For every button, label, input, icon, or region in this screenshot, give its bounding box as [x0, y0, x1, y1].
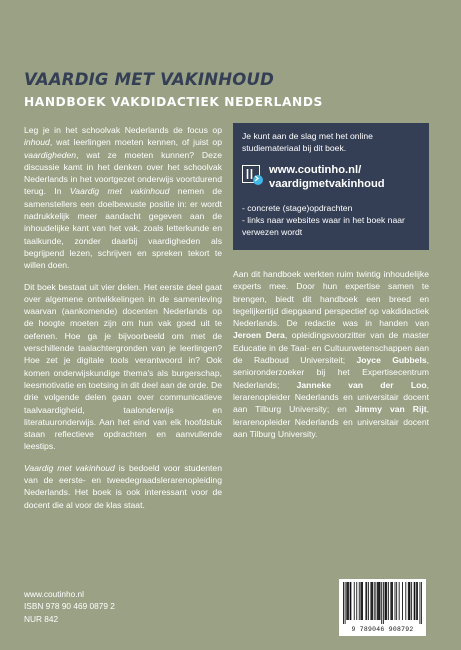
url-line-1: www.coutinho.nl/ [269, 164, 362, 176]
callout-bullet-list [242, 202, 420, 238]
text-run: Aan dit handboek werkten ruim twintig inhoudelijke experts mee. Door hun expertise samen te brengen, biedt dit handboek een breed en tegelijkertijd diepgaand perspectief op vakdidactiek Nederlands. De redactie was in handen van [233, 269, 429, 329]
barcode-bar [421, 582, 422, 624]
barcode-bar [416, 582, 417, 620]
barcode-bar [380, 582, 381, 620]
barcode-bar [399, 582, 400, 620]
barcode-bar [370, 582, 371, 620]
barcode-bar [408, 582, 409, 620]
book-subtitle: HANDBOEK VAKDIDACTIEK NEDERLANDS [24, 95, 323, 109]
editors-paragraph [233, 268, 429, 440]
text-run: nemen de samenstellers een doelbewuste positie in: er wordt nadrukkelijk meer aandacht gegeven aan de inhoudelijke kant van het vak, zoals letterkunde en taalkunde, zonder daarbij vaardigheden als begrijpend lezen, schrijven en spreken tekort te willen doen. [24, 186, 222, 271]
barcode-bar [356, 582, 357, 620]
text-run: , wat leerlingen moeten kennen, of juist op [49, 137, 222, 148]
barcode-bar [385, 582, 386, 620]
emphasis-text: Vaardig met vakinhoud [24, 462, 115, 473]
barcode-bar [362, 582, 363, 620]
barcode-bar [345, 582, 346, 624]
barcode-digits: 9 789046 908792 [351, 626, 414, 633]
callout-intro-text: Je kunt aan de slag met het online studiemateriaal bij dit boek. [242, 131, 373, 153]
barcode-bar [405, 582, 406, 620]
barcode-bar [375, 582, 376, 620]
publisher-website[interactable]: www.coutinho.nl [24, 589, 84, 599]
barcode-bar [378, 582, 379, 620]
bullet-item: - concrete (stage)opdrachten [242, 203, 353, 213]
barcode-bar [350, 582, 351, 620]
barcode-bar [343, 582, 344, 624]
barcode-bar [354, 582, 355, 620]
emphasis-text: inhoud [24, 137, 50, 148]
url-line-2: vaardigmetvakinhoud [269, 177, 385, 190]
text-run: is bedoeld voor studenten van de eerste- en tweedegraadslerarenopleiding Nederlands. Het boek is ook interessant voor de docent die al voor de klas staat. [24, 462, 222, 510]
barcode-bar [350, 582, 351, 620]
barcode-bar [360, 582, 361, 620]
barcode-bar [414, 582, 415, 620]
bullet-item: - links naar websites waar in het boek naar verwezen wordt [242, 215, 405, 237]
barcode-bar [392, 582, 393, 620]
barcode-bar [391, 582, 392, 620]
barcode-bar [390, 582, 391, 620]
callout-url-row [242, 164, 420, 191]
barcode-bar [346, 582, 347, 620]
barcode-bar [388, 582, 389, 620]
barcode-bar [366, 582, 367, 620]
barcode-bar [395, 582, 396, 620]
description-paragraph-1 [24, 124, 222, 272]
barcode-bar [409, 582, 410, 620]
isbn-barcode [339, 579, 426, 636]
barcode-bar [365, 582, 366, 620]
coutinho-online-logo-icon [242, 165, 260, 183]
barcode-bar [348, 582, 349, 620]
barcode-bar [396, 582, 397, 620]
barcode-bar [372, 582, 373, 620]
isbn-number: ISBN 978 90 469 0879 2 [24, 601, 115, 612]
publication-info [24, 588, 115, 625]
editor-name: Jeroen Dera [233, 330, 285, 341]
barcode-bar [379, 582, 380, 620]
barcode-bar [371, 582, 372, 620]
barcode-bars [343, 582, 422, 624]
emphasis-text: Vaardig met vakinhoud [69, 186, 170, 197]
editor-name: Jimmy van Rijt [354, 404, 427, 415]
text-run: , opleidingsvoorzitter van de master Educatie in de Taal- en Cultuurwetenschappen aan de Radboud Universiteit; [233, 330, 429, 366]
text-run: , wat ze moeten kunnen? Deze discussie kamt in het denken over het schoolvak Nederlands in het voortgezet onderwijs voortdurend terug. In [24, 149, 222, 197]
text-run: , senioronderzoeker bij het Expertisecentrum Nederlands; [233, 355, 430, 390]
text-run: , lerarenopleider Nederlands en universitair docent aan Tilburg University; en [233, 379, 429, 415]
nur-code: NUR 842 [24, 613, 59, 624]
barcode-bar [368, 582, 369, 620]
barcode-bar [415, 582, 416, 620]
book-title: VAARDIG MET VAKINHOUD [24, 70, 274, 89]
editor-name: Joyce Gubbels [356, 355, 427, 366]
online-material-callout [233, 123, 429, 250]
barcode-bar [361, 582, 362, 620]
text-run: , lerarenopleider Nederlands en universitair docent aan Tilburg University. [233, 404, 429, 439]
description-paragraph-3 [24, 462, 222, 511]
barcode-bar [410, 582, 411, 620]
barcode-bar [377, 582, 378, 620]
text-run: Leg je in het schoolvak Nederlands de focus op [24, 125, 222, 135]
emphasis-text: vaardigheden [24, 149, 77, 160]
editors-column [233, 268, 429, 449]
barcode-bar [347, 582, 348, 620]
arrow-right-icon [253, 175, 263, 185]
barcode-bar [359, 582, 360, 620]
barcode-bar [374, 582, 375, 620]
editor-name: Janneke van der Loo [296, 379, 427, 390]
text-run: Dit boek bestaat uit vier delen. Het eerste deel gaat over algemene ontwikkelingen in de samenleving waarvan (aankomende) docenten Nederlands op de hoogte moeten zijn om hun vak goed uit te oefenen. Hoe ga je bijvoorbeeld om met de verschillende taalachtergronden van je leerlingen? Hoe zet je digitale tools verantwoord in? Ook komen onderwijskundige thema's als burgerschap, leesmotivatie en toetsing in dit deel aan de orde. De drie volgende delen gaan over communicatieve taalvaardigheid, taalonderwijs en literatuuronderwijs. Aan het eind van elk hoofdstuk staan reflectieve opdrachten en aanvullende leestips. [24, 281, 222, 452]
barcode-bar [383, 582, 384, 624]
barcode-bar [402, 582, 403, 620]
description-column [24, 124, 222, 520]
barcode-bar [411, 582, 412, 620]
description-paragraph-2 [24, 281, 222, 453]
barcode-bar [420, 582, 421, 624]
barcode-bar [381, 582, 382, 624]
barcode-bar [386, 582, 387, 620]
barcode-bar [417, 582, 418, 620]
barcode-bar [385, 582, 386, 620]
online-material-url[interactable] [269, 164, 385, 191]
